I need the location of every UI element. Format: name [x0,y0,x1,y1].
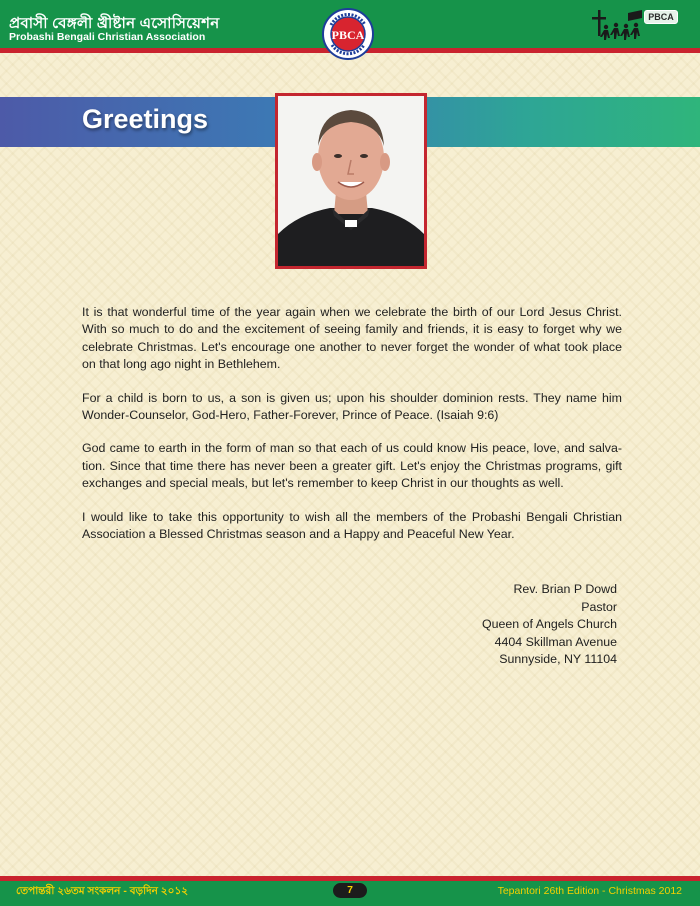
portrait-photo [275,93,427,269]
org-name-english: Probashi Bengali Christian Association [9,31,206,43]
pbca-emblem-text: PBCA [331,28,365,42]
paragraph-1: It is that wonderful time of the year again when we celebrate the birth of our Lord Jesus Christ. With so much to do and the excitement of seeing family and friends, it is easy to forget why we celebrate Christmas. Let's encourage one another to never forget the wonder of what took place on that long ago night in Bethlehem. [82,305,622,372]
pbca-abbreviation: PBCA [644,10,678,24]
page-number: 7 [333,883,367,898]
footer-publication-english: Tepantori 26th Edition - Christmas 2012 [497,885,682,897]
paragraph-2: For a child is born to us, a son is given us; upon his shoulder dominion rests. They name him Wonder-Counselor, God-Hero, Father-Forever, Prince of Peace. (Isaiah 9:6) [82,390,622,423]
footer-publication-bengali: তেপান্তরী ২৬তম সংকলন - বড়দিন ২০১২ [16,885,189,897]
street-address: 4404 Skillman Avenue [494,634,617,649]
paragraph-4: I would like to take this opportunity to wish all the members of the Probashi Bengali Christian Association a Blessed Christmas season and a Happy and Peaceful New Year. [82,509,622,542]
signatory-name: Rev. Brian P Dowd [513,582,617,596]
org-name-bengali: প্রবাসী বেঙ্গলী খ্রীষ্টান এসোসিয়েশন [9,15,220,32]
paragraph-3: God came to earth in the form of man so that each of us could know His peace, love, and salva-tion. Since that time there has never been a greater gift. Let's enjoy the Christmas programs, gift exchanges and special meals, but let's remember to keep Christ in our thoughts as well. [82,441,622,491]
cross-and-people-icon [590,8,680,46]
city-address: Sunnyside, NY 11104 [499,652,617,667]
signatory-title: Pastor [581,599,617,614]
letter-body [82,304,622,559]
pbca-emblem-icon [322,8,374,60]
signature-block [482,581,617,669]
page-title: Greetings [82,104,209,134]
church-name: Queen of Angels Church [481,617,617,632]
